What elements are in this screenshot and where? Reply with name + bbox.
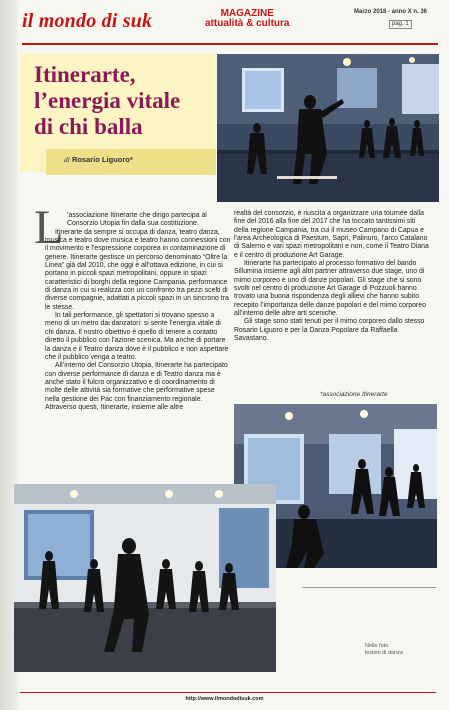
byline-prefix: di — [64, 155, 70, 164]
issue-info: Marzo 2018 - anno X n. 36 — [354, 9, 428, 15]
article-title — [34, 62, 224, 140]
paragraph: All’interno del Consorzio Utopia, Itinerarte ha partecipato con diverse performance di danza e di Teatro danza ma è anche stato il fulcro organizzativo e di coordinamento di molte delle attività sia formative che performative spese nella gestione dei Pac con finanziamento regionale. Attraverso questi, Itinerarte, insieme alle altre — [45, 362, 228, 411]
caption-line: lezioni di danza — [365, 650, 403, 656]
dance-photo-bottom — [14, 484, 276, 672]
caption-rule — [302, 587, 436, 588]
drop-cap: L — [34, 201, 64, 254]
paragraph: Itinerarte ha partecipato al processo formativo del bando Sillumina insieme agli altri partner attraverso due stage, uno di mimo corporeo e uno di danze popolari. Gli stage che si sono svolti nel centro di produzione Art Garage di Pozzuoli hanno trovato una buona rispondenza degli allievi che hanno subito recepito l’importanza delle danze popolari e del mimo corporeo all’interno delle altre arti sceniche. — [234, 260, 426, 318]
paragraph: In tali performance, gli spettatori si trovano spesso a meno di un metro dai danzatori: si sente l’energia vitale di chi danza. Il nostro obiettivo è quello di tenere a contatto diretto il pubblico con l’azione scenica. Ma anche di portare la danza e il Teatro danza dove è il pubblico e non aspettare che il pubblico venga a teatro. — [45, 312, 229, 361]
section-label: attualità & cultura — [205, 18, 290, 29]
magazine-logo[interactable] — [22, 8, 192, 36]
paragraph: Itinerarte da sempre si occupa di danza, teatro danza, musica e teatro dove musica e teatro hanno connessioni con il movimento e l’espressione corporea in contaminazione di genere. Itinerarte gestisce un percorso denominato “Oltre la Linea” già dal 2010, che oggi è all’ottava edizione, in cui si portano in piccoli spazi metropolitani, oppure in spazi caratteristici di borghi della regione Campania, performance di danza in cui si realizza con un confronto tra pezzi scelti di diverse compagnie, adattati a piccoli spazi in un sincrono tra le stesse. — [45, 228, 231, 311]
magazine-heading — [205, 9, 289, 29]
title-line: di chi balla — [34, 114, 143, 139]
paragraph: Gli stage sono stati tenuti per il mimo corporeo dallo stesso Rosario Liguoro e per la Danza Popolare da Raffaella Savastano. — [234, 318, 425, 343]
paragraph: realtà del consorzio, è riuscita a organizzare una tournée dalla fine del 2016 alla fine del 2017 che ha toccato tantissimi siti della regione Campania, tra cui il museo Campano di Capua e l’area Archeologica di Paestum, Sapri, Palinuro, l’arco Catalano di Salerno e vari spazi metropolitani e non, come il Teatro Diana e il centro di produzione Art Garage. — [234, 210, 429, 259]
author-name: Rosario Liguoro* — [71, 155, 133, 164]
article-column-1 — [45, 212, 231, 412]
title-line: l’energia vitale — [34, 88, 181, 113]
caption-line: Nelle foto — [365, 643, 389, 649]
page-number: pag. 1 — [389, 20, 412, 29]
magazine-label: MAGAZINE — [220, 8, 274, 19]
logo-text: il mondo di suk — [22, 10, 153, 32]
header-rule — [22, 43, 438, 45]
footer-rule — [20, 692, 436, 693]
dance-photo-top — [217, 54, 439, 202]
paragraph: ’associazione Itinerarte che dirigo partecipa al Consorzio Utopia fin dalla sua costituzione. — [67, 212, 207, 228]
title-line: Itinerarte, — [34, 62, 136, 87]
byline — [64, 155, 133, 164]
photo-caption — [365, 643, 403, 657]
author-footnote: *associazione Itinerarte — [320, 391, 388, 398]
website-link[interactable]: http://www.ilmondodisuk.com — [185, 696, 264, 702]
article-column-2 — [234, 210, 431, 344]
